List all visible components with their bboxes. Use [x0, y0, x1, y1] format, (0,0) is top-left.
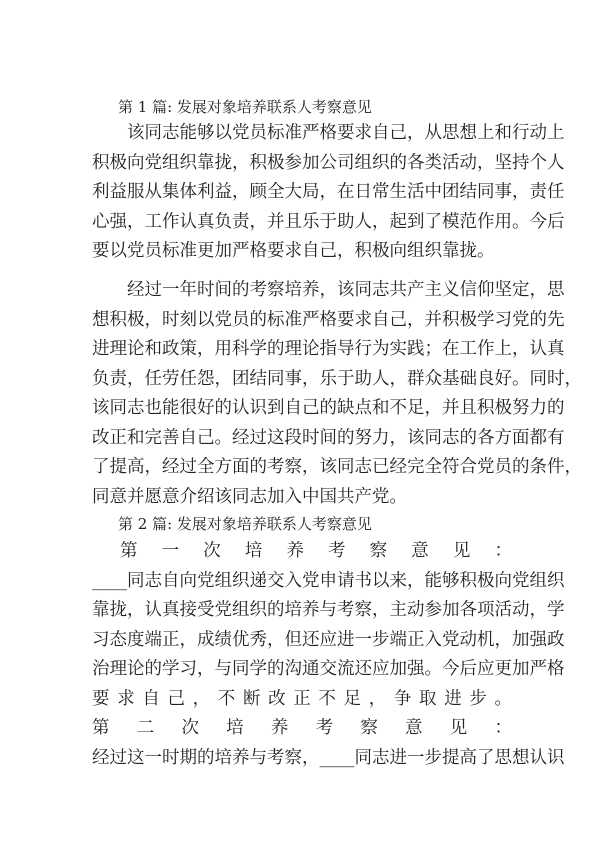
section-1-paragraph-2 [92, 276, 582, 512]
text-line: 了提高，经过全方面的考察，该同志已经完全符合党员的条件， [92, 457, 582, 477]
closing-char: 己 [167, 688, 185, 709]
title-char: ： [494, 718, 512, 738]
text-line: 经过这一时期的培养与考察，____同志进一步提高了思想认识 [92, 747, 565, 768]
first-review-closing-line [92, 685, 512, 715]
title-char: 养 [270, 718, 289, 738]
section-2-first-review [92, 537, 565, 773]
closing-char: ， [368, 688, 387, 709]
section-1-paragraph-1 [92, 119, 565, 267]
text-line: 同意并愿意介绍该同志加入中国共产党。 [92, 486, 407, 507]
title-char: 见 [452, 541, 471, 561]
closing-char: 不 [217, 688, 236, 709]
closing-char: 。 [494, 688, 512, 709]
text-line: 该同志也能很好的认识到自己的缺点和不足，并且积极努力的 [92, 398, 565, 418]
section-2-heading: 第 2 篇: 发展对象培养联系人考察意见 [118, 515, 372, 533]
closing-char: 争 [393, 688, 412, 709]
title-char: 一 [161, 541, 180, 561]
text-line: 习态度端正，成绩优秀，但还应进一步端正入党动机，加强政 [92, 629, 565, 650]
closing-char: 要 [92, 688, 110, 709]
text-line: 利益服从集体利益，顾全大局，在日常生活中团结同事，责任 [92, 182, 565, 202]
closing-char: 取 [419, 688, 437, 709]
title-char: 第 [92, 718, 110, 738]
text-line: 该同志能够以党员标准严格要求自己，从思想上和行动上 [92, 123, 565, 143]
second-review-title [92, 714, 512, 744]
title-char: 第 [120, 541, 138, 561]
title-char: 养 [286, 541, 304, 561]
text-line: 经过一年时间的考察培养，该同志共产主义信仰坚定，思 [92, 280, 565, 300]
title-char: ： [494, 541, 512, 561]
text-line: ____同志自向党组织递交入党申请书以来，能够积极向党组织 [92, 570, 565, 591]
text-line: 想积极，时刻以党员的标准严格要求自己，并积极学习党的先 [92, 309, 565, 330]
closing-char: 足 [343, 688, 362, 709]
closing-char: 自 [142, 688, 160, 709]
text-line: 积极向党组织靠拢，积极参加公司组织的各类活动，坚持个人 [92, 152, 565, 173]
text-line: 负责，任劳任怨，团结同事，乐于助人，群众基础良好。同时， [92, 368, 582, 389]
closing-char: 进 [444, 688, 462, 709]
title-char: 培 [226, 718, 244, 738]
text-line: 改正和完善自己。经过这段时间的努力，该同志的各方面都有 [92, 427, 565, 448]
title-char: 考 [328, 541, 346, 561]
text-line: 进理论和政策，用科学的理论指导行为实践；在工作上，认真 [92, 339, 565, 359]
title-char: 见 [449, 718, 468, 738]
closing-char: 断 [242, 688, 261, 709]
closing-char: 求 [117, 688, 135, 709]
title-char: 培 [244, 541, 263, 561]
title-char: 意 [411, 541, 429, 561]
first-review-title [92, 537, 512, 567]
title-char: 次 [181, 718, 199, 738]
closing-char: 正 [293, 688, 311, 709]
text-line: 心强，工作认真负责，并且乐于助人，起到了模范作用。今后 [92, 211, 565, 232]
closing-char: 不 [318, 688, 336, 709]
title-char: 察 [360, 718, 378, 738]
closing-char: ， [192, 688, 211, 709]
closing-char: 改 [268, 688, 286, 709]
title-char: 察 [369, 541, 388, 561]
text-line: 要以党员标准更加严格要求自己，积极向组织靠拢。 [92, 241, 495, 261]
title-char: 意 [405, 718, 423, 738]
text-line: 靠拢，认真接受党组织的培养与考察，主动参加各项活动，学 [92, 600, 565, 620]
title-char: 二 [136, 718, 155, 738]
section-1-heading: 第 1 篇: 发展对象培养联系人考察意见 [118, 98, 372, 116]
closing-char: 步 [469, 688, 487, 709]
title-char: 考 [315, 718, 334, 738]
title-char: 次 [203, 541, 221, 561]
text-line: 治理论的学习，与同学的沟通交流还应加强。今后应更加严格 [92, 659, 565, 679]
